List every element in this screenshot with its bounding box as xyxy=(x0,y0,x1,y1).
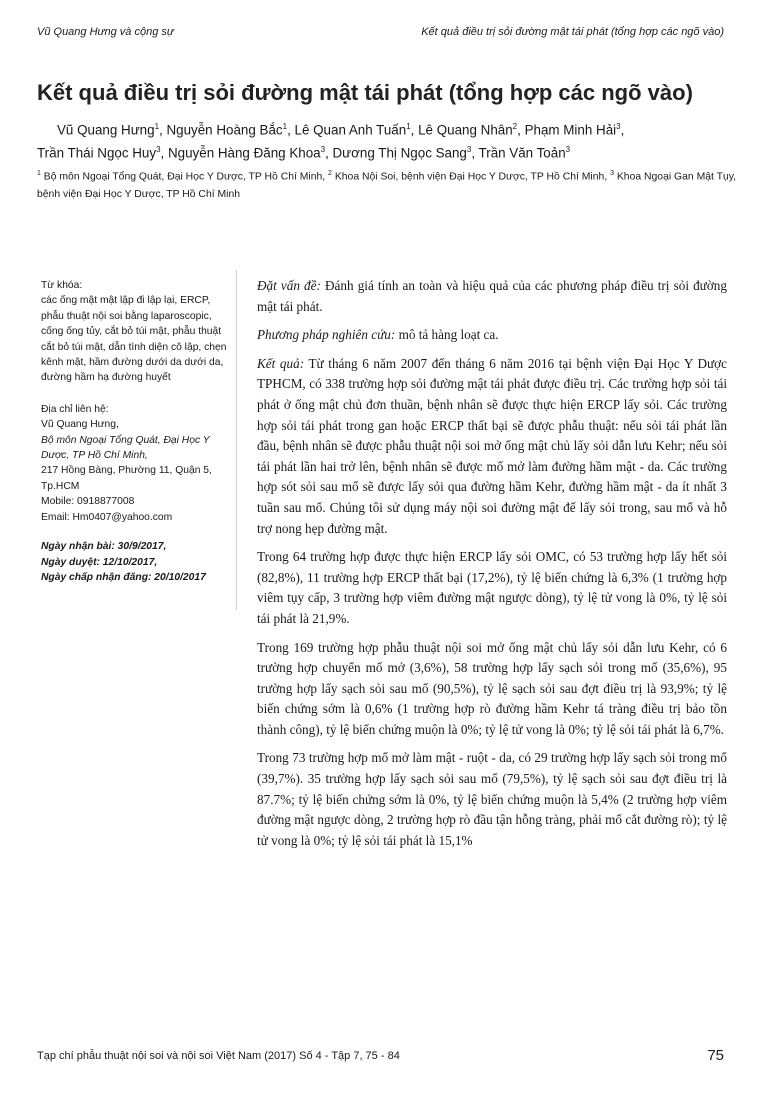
contact-name: Vũ Quang Hưng, xyxy=(41,419,119,431)
author-name: Dương Thị Ngọc Sang xyxy=(332,145,467,161)
author-name: Nguyễn Hoàng Bắc xyxy=(166,122,283,138)
author-name: Trần Thái Ngọc Huy xyxy=(37,145,157,161)
affiliations xyxy=(37,165,737,204)
contact-label: Địa chỉ liên hệ: xyxy=(41,403,109,415)
abstract-results xyxy=(257,354,727,539)
affil-mark: 1 xyxy=(37,170,41,177)
affil-text: Bộ môn Ngoại Tổng Quát, Đại Học Y Dược, TP Hồ Chí Minh, xyxy=(40,171,329,183)
sidebar xyxy=(41,278,227,585)
keywords-text: các ống mật mật lập đi lập lại, ERCP, phẫu thuật nội soi bằng laparoscopic, cống ống tủy, cắt bỏ túi mật, phẫu thuật cắt bỏ túi mật, dẫn tình diện cô lập, chẹn kênh mật, hầm đường dưới da dưới da, đường hầm hạ đường huyết xyxy=(41,295,227,384)
author-affil-mark: 3 xyxy=(616,122,621,131)
author-affil-mark: 1 xyxy=(282,122,288,131)
abstract-laparoscopy-results: Trong 169 trường hợp phẫu thuật nội soi mở ống mật chủ lấy sỏi dẫn lưu Kehr, có 6 trường hợp chuyển mổ mở (3,6%), 58 trường hợp lấy sạch sỏi trong mổ (35,6%), 95 trường hợp lấy sạch sỏi sau mổ (90,5%), tỷ lệ sạch sỏi sau đợt điều trị là 93,9%; tỷ lệ biến chứng sớm là 0,6% (1 trường hợp rò đường hầm Kehr tá tràng điều trị bảo tồn thành công), tỷ lệ biến chứng muộn là 0%; tỷ lệ tử vong là 0%; tỷ lệ sỏi tái phát là 6,7%. xyxy=(257,639,727,737)
journal-citation: Tạp chí phẫu thuật nội soi và nội soi Việt Nam (2017) Số 4 - Tập 7, 75 - 84 xyxy=(37,1050,400,1062)
author-affil-mark: 3 xyxy=(466,145,472,155)
author-list xyxy=(37,117,737,164)
paragraph-text: Từ tháng 6 năm 2007 đến tháng 6 năm 2016 tại bệnh viện Đại Học Y Dược TPHCM, có 338 trường hợp sỏi đường mật tái phát được điều trị. Các trường hợp sỏi tái phát ở ống mật chủ đơn thuần, bệnh nhân sẽ được thực hiện ERCP lấy sỏi. Các trường hợp sỏi tái phát trong gan hoặc ERCP thất bại sẽ được phẫu thuật: nếu sỏi tái phát lần đầu, bệnh nhân sẽ được phẫu thuật nội soi mở ống mật chủ lấy sỏi dẫn lưu Kehr; nếu sỏi tái phát lần hai trở lên, bệnh nhân sẽ được mổ mở làm đường hầm mật - da. Các trường hợp sót sỏi sau mổ sẽ được lấy sỏi qua đường hầm Kehr, đường hầm mật - da ít nhất 3 tuần sau mổ. Chúng tôi sử dụng máy nội soi đường mật để lấy sỏi trong, sau mổ và hỗ trợ nong hẹp đường mật. xyxy=(257,355,727,536)
contact-mobile: Mobile: 0918877008 xyxy=(41,496,135,508)
affil-mark: 3 xyxy=(610,170,614,177)
date-accepted: Ngày chấp nhận đăng: 20/10/2017 xyxy=(41,571,206,583)
author-affil-mark: 3 xyxy=(156,145,161,155)
affil-text: Khoa Nội Soi, bệnh viện Đại Học Y Dược, TP Hồ Chí Minh, xyxy=(331,171,611,183)
contact-address: 217 Hồng Bàng, Phường 11, Quận 5, Tp.HCM xyxy=(41,465,212,492)
author-line-1: Vũ Quang Hưng$^1$, Nguyễn Hoàng Bắc$^1$, Lê Quan Anh Tuấn$^1$, Lê Quang Nhân$^2$, Phạm Minh Hải$^3$, xyxy=(57,122,625,138)
page-number: 75 xyxy=(707,1047,724,1064)
contact-dept: Bộ môn Ngoại Tổng Quát, Đại Học Y Dược, TP Hồ Chí Minh, xyxy=(41,434,210,462)
author-affil-mark: 1 xyxy=(406,122,411,131)
author-affil-mark: 3 xyxy=(565,145,571,155)
author-name: Nguyễn Hàng Đăng Khoa xyxy=(167,145,321,161)
section-lead: Phương pháp nghiên cứu: xyxy=(257,327,396,343)
running-header-right: Kết quả điều trị sỏi đường mật tái phát (tổng hợp các ngõ vào) xyxy=(421,26,724,38)
affil-mark: 2 xyxy=(328,170,332,177)
affil-text: Khoa Ngoại Gan Mật Tụy, bệnh viện Đại Học Y Dược, TP Hồ Chí Minh xyxy=(37,171,737,201)
abstract-open-surgery-results: Trong 73 trường hợp mổ mở làm mật - ruột - da, có 29 trường hợp lấy sạch sỏi trong mổ (39,7%). 35 trường hợp lấy sạch sỏi sau mổ (79,5%), tỷ lệ sạch sỏi sau đợt điều trị là 87.7%; tỷ lệ biến chứng sớm là 0%, tỷ lệ biến chứng muộn là 5,4% (2 trường hợp viêm đường mật ngược dòng, 2 trường hợp rò đầu tận hỗng tràng, phải mổ cắt đường rò); tỷ lệ tử vong là 0%; tỷ lệ sỏi tái phát là 15,1% xyxy=(257,750,727,848)
running-header-left: Vũ Quang Hưng và cộng sự xyxy=(37,26,174,38)
section-lead: Đặt vấn đề: xyxy=(257,278,321,293)
abstract xyxy=(257,276,727,859)
section-lead: Kết quả: xyxy=(257,355,305,371)
author-line-2: Trần Thái Ngọc Huy$^3$, Nguyễn Hàng Đăng Khoa$^3$, Dương Thị Ngọc Sang$^3$, Trần Văn Toản$^3$ xyxy=(37,145,571,161)
column-divider xyxy=(236,270,237,610)
author-affil-mark: 3 xyxy=(320,145,326,155)
author-affil-mark: 2 xyxy=(512,122,518,131)
paragraph-text: Đánh giá tính an toàn và hiệu quả của các phương pháp điều trị sỏi đường mật tái phát. xyxy=(257,278,727,314)
date-reviewed: Ngày duyệt: 12/10/2017, xyxy=(41,556,158,568)
author-name: Phạm Minh Hải xyxy=(524,122,617,138)
contact-email: Email: Hm0407@yahoo.com xyxy=(41,511,173,523)
abstract-background xyxy=(257,276,727,317)
keywords-label: Từ khóa: xyxy=(41,280,83,291)
author-affil-mark: 1 xyxy=(154,122,160,131)
abstract-methods xyxy=(257,325,727,346)
date-received: Ngày nhận bài: 30/9/2017, xyxy=(41,541,167,553)
paragraph-text: mô tả hàng loạt ca. xyxy=(395,327,499,343)
author-name: Trần Văn Toản xyxy=(478,145,566,161)
article-title: Kết quả điều trị sỏi đường mật tái phát (tổng hợp các ngõ vào) xyxy=(37,80,693,105)
author-name: Lê Quan Anh Tuấn xyxy=(294,122,407,138)
author-name: Lê Quang Nhân xyxy=(418,122,513,138)
abstract-ercp-results: Trong 64 trường hợp được thực hiện ERCP lấy sỏi OMC, có 53 trường hợp lấy hết sỏi (82,8%), 11 trường hợp ERCP thất bại (17,2%), tỷ lệ biến chứng là 6,3% (1 trường hợp viêm tụy cấp, 3 trường hợp viêm đường mật ngược dòng), tỷ lệ tử vong là 0%, tỷ lệ sỏi tái phát là 21,9%. xyxy=(257,549,727,626)
author-name: Vũ Quang Hưng xyxy=(57,122,155,138)
